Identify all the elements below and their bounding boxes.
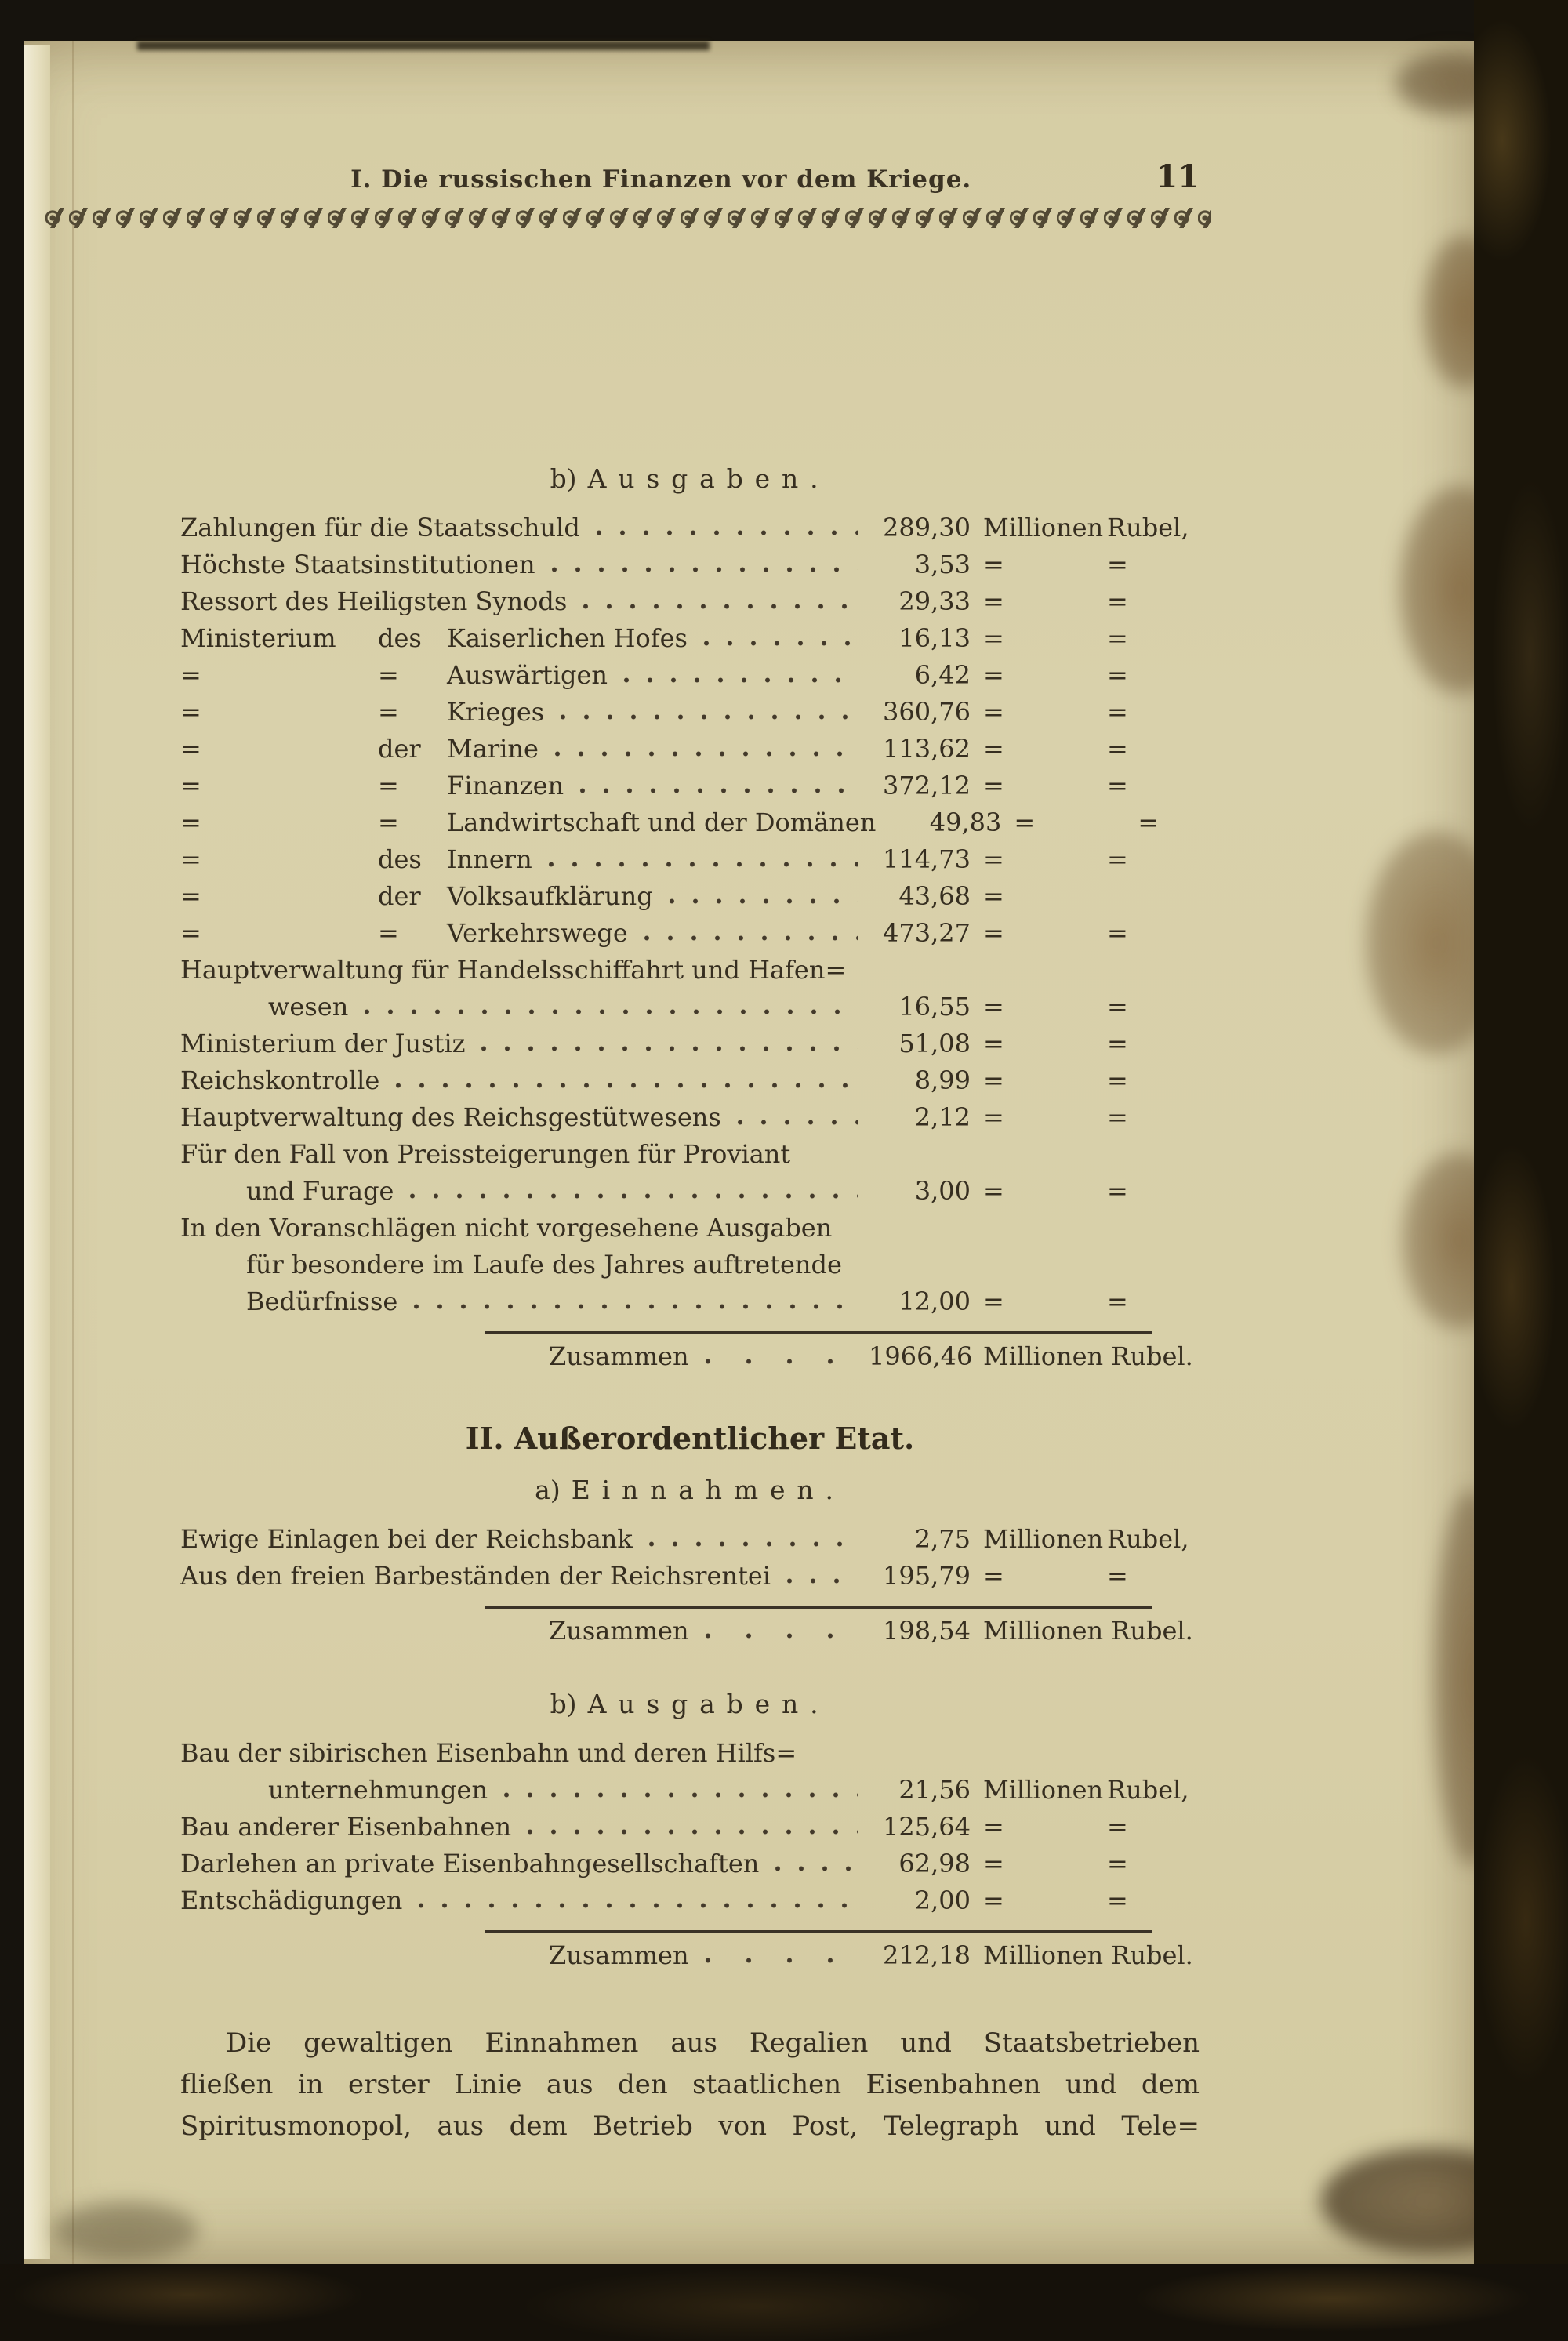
total-row-IIb — [180, 1933, 1200, 1977]
table-row — [180, 1283, 1200, 1320]
ornament-band-icon — [45, 208, 1211, 228]
row-amount: 195,79 — [883, 1561, 971, 1591]
unit-rubel: Rubel, — [1107, 1775, 1189, 1805]
dot-leader — [576, 768, 858, 794]
unit-millionen: = — [1014, 808, 1036, 837]
dot-leader — [620, 657, 858, 684]
unit-rubel: = — [1107, 1102, 1128, 1132]
table-row — [180, 1025, 1200, 1062]
row-ditto-col2: = — [378, 697, 399, 727]
row-ditto-col1: = — [180, 734, 201, 764]
row-label: Finanzen — [447, 771, 564, 800]
total-amount: 198,54 — [883, 1616, 971, 1646]
unit-rubel: = — [1107, 771, 1128, 800]
row-units — [983, 731, 1200, 768]
dot-leader — [702, 1338, 858, 1365]
table-row — [180, 768, 1200, 804]
table-row — [180, 731, 1200, 768]
row-ditto-col1: = — [180, 918, 201, 948]
unit-millionen: Millionen — [983, 1775, 1104, 1805]
unit-rubel: = — [1107, 918, 1128, 948]
table-row — [180, 694, 1200, 731]
table-row — [180, 657, 1200, 694]
dot-leader — [700, 620, 858, 647]
book-page — [24, 41, 1497, 2264]
row-units — [983, 915, 1200, 952]
book-cover-right — [1474, 0, 1568, 2341]
paragraph-line: fließen in erster Linie aus den staatlichen Eisenbahnen und dem — [180, 2069, 1200, 2100]
page-crease — [72, 41, 74, 2264]
total-unit: Millionen Rubel. — [983, 1616, 1193, 1646]
row-amount: 2,75 — [914, 1524, 971, 1554]
table-row — [180, 1882, 1200, 1919]
row-ditto-col2: des — [378, 623, 422, 653]
row-units — [983, 989, 1200, 1025]
row-label: und Furage — [246, 1176, 394, 1206]
row-units — [983, 694, 1200, 731]
heading-prefix: a) — [535, 1475, 561, 1505]
unit-rubel: = — [1107, 623, 1128, 653]
page-number: 11 — [1156, 158, 1200, 195]
unit-rubel: = — [1107, 697, 1128, 727]
table-row — [180, 915, 1200, 952]
row-amount: 12,00 — [898, 1287, 971, 1316]
unit-millionen: = — [983, 1029, 1004, 1058]
row-units — [983, 1846, 1200, 1882]
row-ditto-col2: = — [378, 660, 399, 690]
unit-rubel: = — [1107, 1812, 1128, 1842]
heading-prefix: b) — [550, 463, 577, 494]
unit-millionen: = — [983, 918, 1004, 948]
dot-leader — [545, 841, 858, 868]
row-units — [983, 878, 1200, 915]
row-label: Höchste Staatsinstitutionen — [180, 550, 535, 579]
table-row — [180, 841, 1200, 878]
row-amount: 16,13 — [898, 623, 971, 653]
row-label: In den Voranschlägen nicht vorgesehene Ausgaben — [180, 1213, 833, 1243]
unit-millionen: = — [983, 1176, 1004, 1206]
row-label: Ministerium der Justiz — [180, 1029, 466, 1058]
row-units — [983, 583, 1200, 620]
unit-rubel: = — [1107, 1176, 1128, 1206]
row-label: Zahlungen für die Staatsschuld — [180, 513, 580, 543]
unit-millionen: = — [983, 1065, 1004, 1095]
dot-leader — [666, 878, 858, 905]
stain — [53, 2201, 198, 2260]
chapter-title: I. Die russischen Finanzen vor dem Kriege. — [350, 165, 972, 194]
dot-leader — [783, 1558, 858, 1584]
row-ditto-col2: der — [378, 734, 421, 764]
body-paragraph — [180, 2023, 1200, 2147]
row-label: Hauptverwaltung für Handelsschiffahrt und Hafen= — [180, 955, 847, 985]
row-label: Verkehrswege — [447, 918, 628, 948]
table-row — [180, 952, 1200, 989]
dot-leader — [771, 1846, 858, 1872]
unit-rubel: = — [1107, 734, 1128, 764]
unit-rubel: = — [1107, 1029, 1128, 1058]
table-row — [180, 1521, 1200, 1558]
page-edge — [24, 45, 50, 2259]
top-shadow — [137, 41, 710, 50]
row-amount: 21,56 — [898, 1775, 971, 1805]
dot-leader — [734, 1099, 858, 1126]
unit-rubel: Rubel, — [1107, 513, 1189, 543]
heading-einnahmen-II — [180, 1475, 1200, 1505]
dot-leader — [548, 546, 858, 573]
row-units — [983, 657, 1200, 694]
table-row — [180, 804, 1200, 841]
row-amount: 114,73 — [883, 844, 971, 874]
dot-leader — [593, 510, 858, 536]
row-ditto-col2: = — [378, 808, 399, 837]
heading-ausgaben-II — [180, 1689, 1200, 1719]
heading-section-II: II. Außerordentlicher Etat. — [465, 1421, 915, 1456]
row-ditto-col1: = — [180, 697, 201, 727]
row-label: Reichskontrolle — [180, 1065, 380, 1095]
row-amount: 51,08 — [898, 1029, 971, 1058]
table-row — [180, 583, 1200, 620]
row-units — [983, 510, 1200, 546]
unit-rubel: Rubel, — [1107, 1524, 1189, 1554]
expenses-table-I — [180, 510, 1200, 1320]
table-row — [180, 1735, 1200, 1772]
unit-rubel: = — [1107, 1561, 1128, 1591]
row-label: Marine — [447, 734, 539, 764]
paragraph-line: Die gewaltigen Einnahmen aus Regalien und Staatsbetrieben — [226, 2027, 1200, 2059]
total-row-IIa — [180, 1609, 1200, 1653]
unit-millionen: = — [983, 623, 1004, 653]
unit-millionen: = — [983, 992, 1004, 1022]
unit-millionen: = — [983, 1561, 1004, 1591]
dot-leader — [500, 1772, 858, 1798]
unit-rubel: = — [1138, 808, 1160, 837]
dot-leader — [392, 1062, 858, 1089]
table-row — [180, 1210, 1200, 1247]
dot-leader — [551, 731, 858, 757]
row-label: Aus den freien Barbeständen der Reichsrentei — [180, 1561, 771, 1591]
dot-leader — [579, 583, 858, 610]
page-content — [180, 158, 1200, 2147]
row-amount: 125,64 — [883, 1812, 971, 1842]
row-amount: 16,55 — [898, 992, 971, 1022]
row-ditto-col2: = — [378, 918, 399, 948]
row-amount: 289,30 — [883, 513, 971, 543]
unit-millionen: Millionen — [983, 513, 1104, 543]
heading-word: Ausgaben. — [587, 1689, 830, 1719]
row-units — [983, 768, 1200, 804]
table-row — [180, 1846, 1200, 1882]
unit-millionen: = — [983, 1886, 1004, 1915]
income-table-II — [180, 1521, 1200, 1595]
table-row — [180, 1809, 1200, 1846]
row-label: Ressort des Heiligsten Synods — [180, 586, 568, 616]
dot-leader — [702, 1613, 858, 1639]
row-units — [983, 620, 1200, 657]
expenses-table-II — [180, 1735, 1200, 1919]
unit-millionen: = — [983, 881, 1004, 911]
total-amount: 212,18 — [883, 1940, 971, 1970]
heading-ausgaben-I — [180, 463, 1200, 494]
heading-word: Einnahmen. — [571, 1475, 845, 1505]
total-label: Zusammen — [549, 1940, 689, 1970]
dot-leader — [557, 694, 858, 720]
table-row — [180, 620, 1200, 657]
unit-rubel: = — [1107, 992, 1128, 1022]
row-label: unternehmungen — [268, 1775, 488, 1805]
heading-word: Ausgaben. — [587, 463, 830, 494]
heading-prefix: b) — [550, 1689, 577, 1719]
row-amount: 2,00 — [914, 1886, 971, 1915]
total-unit: Millionen Rubel. — [983, 1341, 1193, 1371]
unit-rubel: = — [1107, 550, 1128, 579]
book-cover-bottom — [0, 2264, 1568, 2341]
row-units — [983, 1283, 1200, 1320]
row-amount: 43,68 — [898, 881, 971, 911]
row-label: Bau anderer Eisenbahnen — [180, 1812, 512, 1842]
dot-leader — [702, 1937, 858, 1964]
row-label: Entschädigungen — [180, 1886, 403, 1915]
row-amount: 29,33 — [898, 586, 971, 616]
table-row — [180, 546, 1200, 583]
row-units — [983, 1521, 1200, 1558]
row-amount: 113,62 — [883, 734, 971, 764]
row-ditto-col1: = — [180, 771, 201, 800]
unit-millionen: = — [983, 1102, 1004, 1132]
row-label: Kaiserlichen Hofes — [447, 623, 688, 653]
row-ditto-col2: der — [378, 881, 421, 911]
unit-millionen: = — [983, 1287, 1004, 1316]
row-amount: 8,99 — [914, 1065, 971, 1095]
unit-millionen: = — [983, 586, 1004, 616]
row-amount: 62,98 — [898, 1849, 971, 1878]
row-label: Volksaufklärung — [447, 881, 653, 911]
running-header — [180, 158, 1200, 195]
row-units — [983, 1772, 1200, 1809]
dot-leader — [524, 1809, 858, 1835]
unit-rubel: = — [1107, 1886, 1128, 1915]
row-units — [983, 1882, 1200, 1919]
unit-millionen: = — [983, 660, 1004, 690]
unit-rubel: = — [1107, 1065, 1128, 1095]
row-amount: 49,83 — [929, 808, 1002, 837]
unit-millionen: Millionen — [983, 1524, 1104, 1554]
row-amount: 3,53 — [914, 550, 971, 579]
table-row — [180, 1558, 1200, 1595]
row-label: wesen — [268, 992, 349, 1022]
unit-rubel: = — [1107, 586, 1128, 616]
unit-rubel — [1107, 878, 1200, 915]
row-amount: 3,00 — [914, 1176, 971, 1206]
table-row — [180, 1772, 1200, 1809]
row-amount: 473,27 — [883, 918, 971, 948]
row-amount: 2,12 — [914, 1102, 971, 1132]
row-ditto-col1: = — [180, 808, 201, 837]
table-row — [180, 878, 1200, 915]
table-row — [180, 1099, 1200, 1136]
unit-millionen: = — [983, 844, 1004, 874]
row-units — [983, 1062, 1200, 1099]
paragraph-line: Spiritusmonopol, aus dem Betrieb von Post, Telegraph und Tele= — [180, 2111, 1200, 2142]
unit-millionen: = — [983, 550, 1004, 579]
dot-leader — [361, 989, 858, 1015]
row-units — [983, 1025, 1200, 1062]
total-amount: 1966,46 — [869, 1341, 973, 1371]
total-row-I — [180, 1334, 1200, 1378]
unit-millionen: = — [983, 697, 1004, 727]
row-amount: 360,76 — [883, 697, 971, 727]
row-units — [983, 1809, 1200, 1846]
unit-rubel: = — [1107, 660, 1128, 690]
table-row — [180, 1173, 1200, 1210]
total-label: Zusammen — [549, 1616, 689, 1646]
row-units — [983, 546, 1200, 583]
row-label: Krieges — [447, 697, 545, 727]
row-ditto-col1: = — [180, 844, 201, 874]
total-unit: Millionen Rubel. — [983, 1940, 1193, 1970]
table-row — [180, 1247, 1200, 1283]
row-label: Bedürfnisse — [246, 1287, 398, 1316]
unit-millionen: = — [983, 771, 1004, 800]
row-ditto-col1: = — [180, 881, 201, 911]
table-row — [180, 510, 1200, 546]
unit-millionen: = — [983, 1812, 1004, 1842]
row-label: Darlehen an private Eisenbahngesellschaften — [180, 1849, 760, 1878]
row-label: Hauptverwaltung des Reichsgestütwesens — [180, 1102, 721, 1132]
row-ditto-col2: = — [378, 771, 399, 800]
row-label: Auswärtigen — [447, 660, 608, 690]
dot-leader — [415, 1882, 858, 1909]
dot-leader — [477, 1025, 858, 1052]
row-label: Für den Fall von Preissteigerungen für Proviant — [180, 1139, 791, 1169]
table-row — [180, 989, 1200, 1025]
row-units — [983, 1558, 1200, 1595]
row-ditto-col2: des — [378, 844, 422, 874]
unit-rubel: = — [1107, 1849, 1128, 1878]
row-amount: 6,42 — [914, 660, 971, 690]
unit-rubel: = — [1107, 1287, 1128, 1316]
table-row — [180, 1062, 1200, 1099]
unit-millionen: = — [983, 734, 1004, 764]
dot-leader — [645, 1521, 858, 1548]
unit-millionen: = — [983, 1849, 1004, 1878]
row-amount: 372,12 — [883, 771, 971, 800]
row-label: Bau der sibirischen Eisenbahn und deren Hilfs= — [180, 1738, 797, 1768]
dot-leader — [406, 1173, 858, 1200]
total-label: Zusammen — [549, 1341, 689, 1371]
dot-leader — [410, 1283, 858, 1310]
row-label: Landwirtschaft und der Domänen — [447, 808, 877, 837]
row-units — [983, 841, 1200, 878]
row-label: Innern — [447, 844, 532, 874]
row-units — [1014, 804, 1230, 841]
row-ditto-col1: = — [180, 660, 201, 690]
row-units — [983, 1099, 1200, 1136]
row-label: für besondere im Laufe des Jahres auftretende — [246, 1250, 842, 1279]
dot-leader — [641, 915, 858, 942]
row-units — [983, 1173, 1200, 1210]
row-ditto-col1: Ministerium — [180, 623, 336, 653]
row-label: Ewige Einlagen bei der Reichsbank — [180, 1524, 633, 1554]
unit-rubel: = — [1107, 844, 1128, 874]
table-row — [180, 1136, 1200, 1173]
